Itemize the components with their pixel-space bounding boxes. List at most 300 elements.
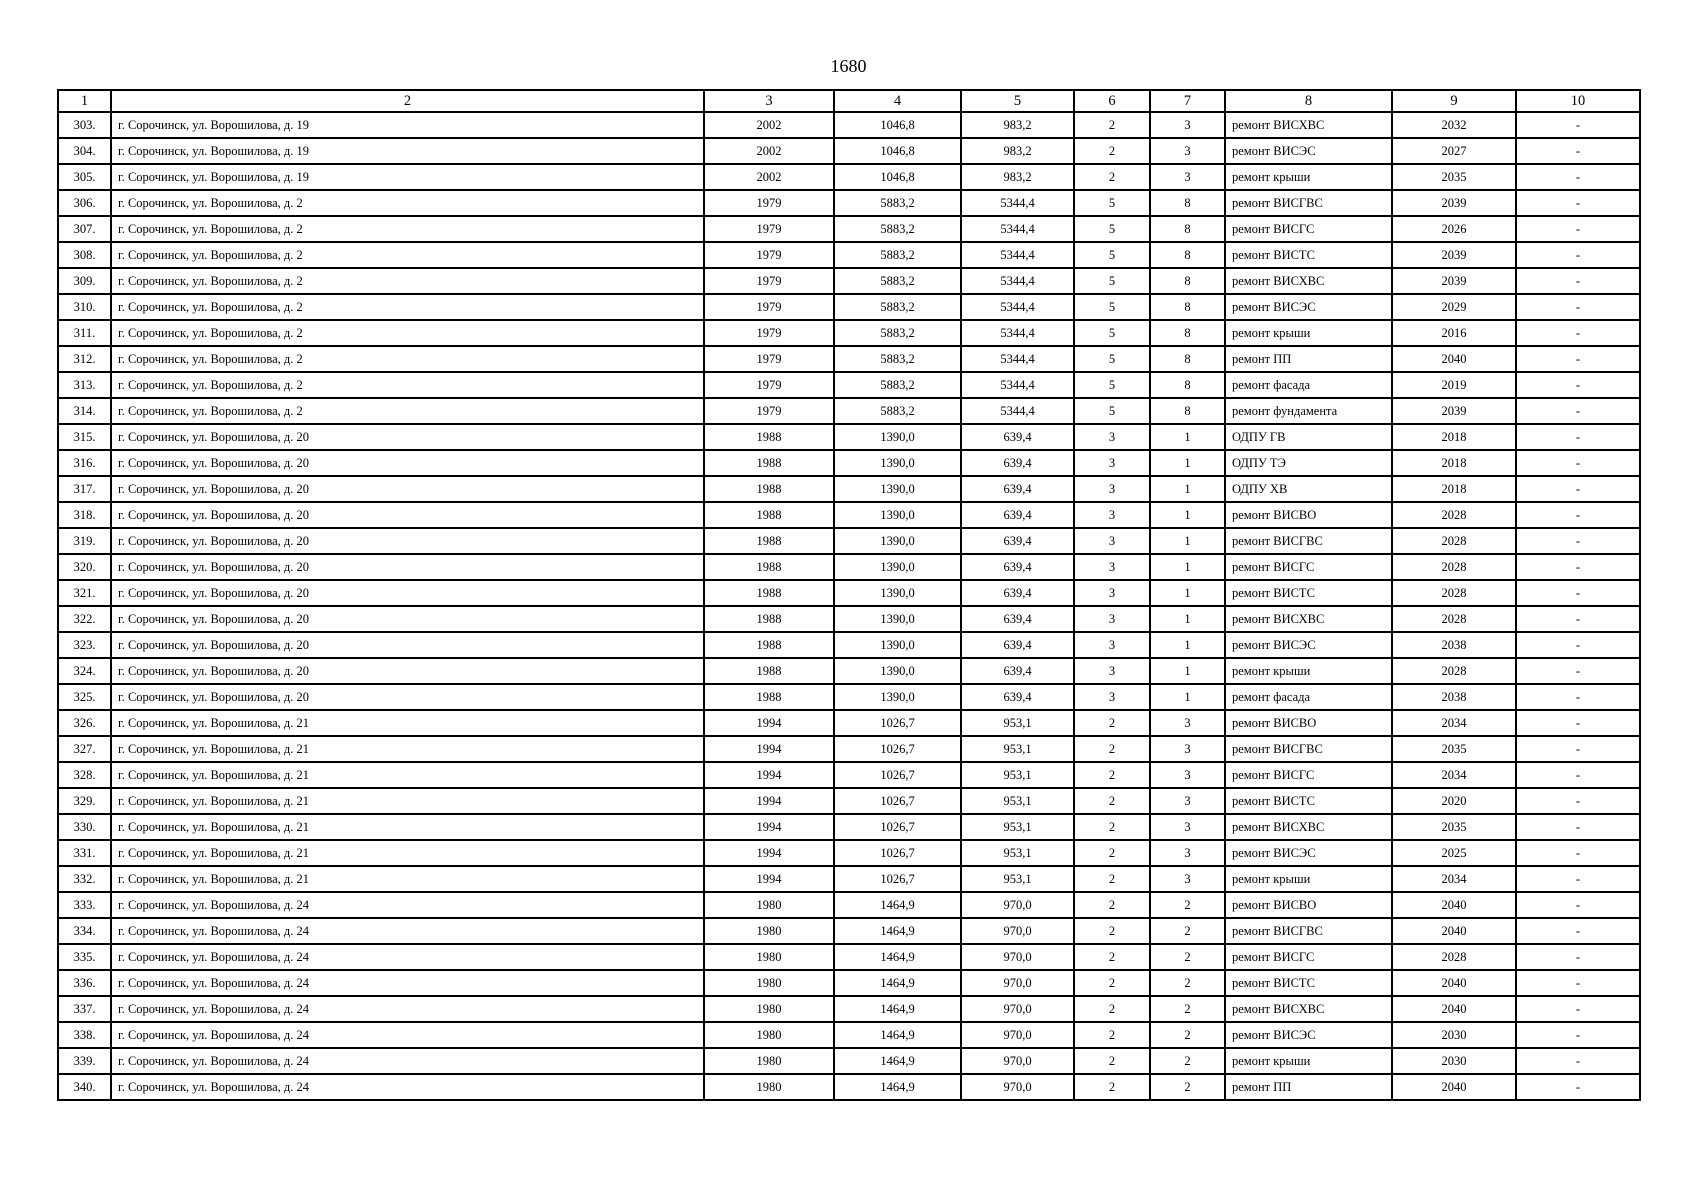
entrances-cell: 1 <box>1150 606 1225 632</box>
work-type-cell: ремонт ВИСГС <box>1225 944 1392 970</box>
column-number-header-row <box>58 90 1640 112</box>
planned-year-cell: 2032 <box>1392 112 1516 138</box>
planned-year-cell: 2028 <box>1392 528 1516 554</box>
row-number-cell: 338. <box>58 1022 111 1048</box>
total-area-cell: 1464,9 <box>834 996 961 1022</box>
build-year-cell: 1988 <box>704 632 834 658</box>
address-cell: г. Сорочинск, ул. Ворошилова, д. 20 <box>111 502 704 528</box>
floors-cell: 3 <box>1074 684 1150 710</box>
table-row <box>58 320 1640 346</box>
build-year-cell: 1980 <box>704 944 834 970</box>
table-row <box>58 996 1640 1022</box>
total-area-cell: 5883,2 <box>834 190 961 216</box>
address-cell: г. Сорочинск, ул. Ворошилова, д. 19 <box>111 138 704 164</box>
address-cell: г. Сорочинск, ул. Ворошилова, д. 19 <box>111 164 704 190</box>
table-row <box>58 398 1640 424</box>
planned-year-cell: 2028 <box>1392 944 1516 970</box>
work-type-cell: ремонт ВИСЭС <box>1225 632 1392 658</box>
build-year-cell: 1994 <box>704 736 834 762</box>
entrances-cell: 2 <box>1150 970 1225 996</box>
build-year-cell: 1980 <box>704 892 834 918</box>
entrances-cell: 1 <box>1150 502 1225 528</box>
note-cell: - <box>1516 1048 1640 1074</box>
planned-year-cell: 2026 <box>1392 216 1516 242</box>
planned-year-cell: 2040 <box>1392 918 1516 944</box>
total-area-cell: 5883,2 <box>834 242 961 268</box>
living-area-cell: 639,4 <box>961 632 1074 658</box>
note-cell: - <box>1516 372 1640 398</box>
living-area-cell: 953,1 <box>961 736 1074 762</box>
table-row <box>58 1074 1640 1100</box>
planned-year-cell: 2028 <box>1392 606 1516 632</box>
entrances-cell: 8 <box>1150 216 1225 242</box>
total-area-cell: 1390,0 <box>834 528 961 554</box>
build-year-cell: 1988 <box>704 502 834 528</box>
note-cell: - <box>1516 814 1640 840</box>
total-area-cell: 1390,0 <box>834 502 961 528</box>
floors-cell: 3 <box>1074 554 1150 580</box>
floors-cell: 2 <box>1074 866 1150 892</box>
table-row <box>58 580 1640 606</box>
address-cell: г. Сорочинск, ул. Ворошилова, д. 21 <box>111 710 704 736</box>
total-area-cell: 1390,0 <box>834 580 961 606</box>
table-row <box>58 372 1640 398</box>
living-area-cell: 639,4 <box>961 502 1074 528</box>
build-year-cell: 1980 <box>704 1048 834 1074</box>
floors-cell: 5 <box>1074 268 1150 294</box>
planned-year-cell: 2038 <box>1392 632 1516 658</box>
build-year-cell: 1988 <box>704 658 834 684</box>
living-area-cell: 970,0 <box>961 1074 1074 1100</box>
floors-cell: 2 <box>1074 970 1150 996</box>
total-area-cell: 1026,7 <box>834 814 961 840</box>
note-cell: - <box>1516 112 1640 138</box>
total-area-cell: 1026,7 <box>834 710 961 736</box>
table-row <box>58 736 1640 762</box>
row-number-cell: 322. <box>58 606 111 632</box>
table-row <box>58 840 1640 866</box>
total-area-cell: 5883,2 <box>834 294 961 320</box>
entrances-cell: 2 <box>1150 918 1225 944</box>
build-year-cell: 2002 <box>704 138 834 164</box>
planned-year-cell: 2040 <box>1392 996 1516 1022</box>
living-area-cell: 5344,4 <box>961 242 1074 268</box>
work-type-cell: ремонт ВИСВО <box>1225 502 1392 528</box>
work-type-cell: ОДПУ ГВ <box>1225 424 1392 450</box>
table-row <box>58 606 1640 632</box>
row-number-cell: 339. <box>58 1048 111 1074</box>
total-area-cell: 1464,9 <box>834 944 961 970</box>
row-number-cell: 326. <box>58 710 111 736</box>
entrances-cell: 2 <box>1150 944 1225 970</box>
living-area-cell: 639,4 <box>961 684 1074 710</box>
living-area-cell: 953,1 <box>961 762 1074 788</box>
total-area-cell: 1464,9 <box>834 918 961 944</box>
address-cell: г. Сорочинск, ул. Ворошилова, д. 2 <box>111 294 704 320</box>
row-number-cell: 336. <box>58 970 111 996</box>
entrances-cell: 1 <box>1150 424 1225 450</box>
build-year-cell: 1994 <box>704 762 834 788</box>
work-type-cell: ремонт ВИСТС <box>1225 242 1392 268</box>
floors-cell: 3 <box>1074 580 1150 606</box>
column-header: 9 <box>1392 90 1516 112</box>
work-type-cell: ремонт крыши <box>1225 164 1392 190</box>
floors-cell: 3 <box>1074 658 1150 684</box>
note-cell: - <box>1516 554 1640 580</box>
address-cell: г. Сорочинск, ул. Ворошилова, д. 21 <box>111 736 704 762</box>
table-row <box>58 138 1640 164</box>
total-area-cell: 5883,2 <box>834 320 961 346</box>
row-number-cell: 340. <box>58 1074 111 1100</box>
note-cell: - <box>1516 788 1640 814</box>
planned-year-cell: 2040 <box>1392 346 1516 372</box>
work-type-cell: ремонт ВИСЭС <box>1225 138 1392 164</box>
build-year-cell: 1979 <box>704 216 834 242</box>
build-year-cell: 1994 <box>704 814 834 840</box>
work-type-cell: ремонт ВИСЭС <box>1225 294 1392 320</box>
floors-cell: 5 <box>1074 398 1150 424</box>
entrances-cell: 3 <box>1150 736 1225 762</box>
address-cell: г. Сорочинск, ул. Ворошилова, д. 20 <box>111 450 704 476</box>
build-year-cell: 1979 <box>704 242 834 268</box>
entrances-cell: 8 <box>1150 294 1225 320</box>
work-type-cell: ремонт ВИСТС <box>1225 788 1392 814</box>
note-cell: - <box>1516 294 1640 320</box>
floors-cell: 2 <box>1074 788 1150 814</box>
work-type-cell: ремонт ВИСГС <box>1225 554 1392 580</box>
entrances-cell: 8 <box>1150 346 1225 372</box>
floors-cell: 3 <box>1074 606 1150 632</box>
row-number-cell: 325. <box>58 684 111 710</box>
table-row <box>58 1022 1640 1048</box>
build-year-cell: 1988 <box>704 424 834 450</box>
address-cell: г. Сорочинск, ул. Ворошилова, д. 24 <box>111 1074 704 1100</box>
work-type-cell: ремонт ВИСЭС <box>1225 1022 1392 1048</box>
row-number-cell: 320. <box>58 554 111 580</box>
total-area-cell: 5883,2 <box>834 268 961 294</box>
work-type-cell: ремонт ВИСХВС <box>1225 814 1392 840</box>
planned-year-cell: 2034 <box>1392 710 1516 736</box>
row-number-cell: 332. <box>58 866 111 892</box>
entrances-cell: 3 <box>1150 840 1225 866</box>
living-area-cell: 970,0 <box>961 1048 1074 1074</box>
total-area-cell: 5883,2 <box>834 346 961 372</box>
total-area-cell: 1026,7 <box>834 866 961 892</box>
table-row <box>58 242 1640 268</box>
note-cell: - <box>1516 866 1640 892</box>
table-row <box>58 424 1640 450</box>
entrances-cell: 2 <box>1150 1048 1225 1074</box>
work-type-cell: ремонт ВИСГВС <box>1225 190 1392 216</box>
living-area-cell: 983,2 <box>961 112 1074 138</box>
floors-cell: 5 <box>1074 190 1150 216</box>
build-year-cell: 1980 <box>704 1074 834 1100</box>
table-row <box>58 112 1640 138</box>
work-type-cell: ремонт крыши <box>1225 1048 1392 1074</box>
table-row <box>58 450 1640 476</box>
build-year-cell: 1994 <box>704 788 834 814</box>
entrances-cell: 2 <box>1150 892 1225 918</box>
work-type-cell: ремонт ВИСВО <box>1225 892 1392 918</box>
work-type-cell: ремонт ВИСХВС <box>1225 112 1392 138</box>
living-area-cell: 970,0 <box>961 970 1074 996</box>
register-table <box>57 89 1641 1101</box>
address-cell: г. Сорочинск, ул. Ворошилова, д. 24 <box>111 1022 704 1048</box>
address-cell: г. Сорочинск, ул. Ворошилова, д. 20 <box>111 606 704 632</box>
build-year-cell: 1994 <box>704 710 834 736</box>
note-cell: - <box>1516 216 1640 242</box>
table-row <box>58 346 1640 372</box>
table-row <box>58 944 1640 970</box>
table-row <box>58 528 1640 554</box>
floors-cell: 2 <box>1074 944 1150 970</box>
living-area-cell: 970,0 <box>961 1022 1074 1048</box>
build-year-cell: 1988 <box>704 580 834 606</box>
work-type-cell: ремонт крыши <box>1225 320 1392 346</box>
living-area-cell: 639,4 <box>961 476 1074 502</box>
row-number-cell: 314. <box>58 398 111 424</box>
floors-cell: 5 <box>1074 372 1150 398</box>
note-cell: - <box>1516 762 1640 788</box>
address-cell: г. Сорочинск, ул. Ворошилова, д. 2 <box>111 346 704 372</box>
row-number-cell: 311. <box>58 320 111 346</box>
total-area-cell: 1464,9 <box>834 892 961 918</box>
address-cell: г. Сорочинск, ул. Ворошилова, д. 19 <box>111 112 704 138</box>
note-cell: - <box>1516 840 1640 866</box>
planned-year-cell: 2019 <box>1392 372 1516 398</box>
address-cell: г. Сорочинск, ул. Ворошилова, д. 2 <box>111 372 704 398</box>
floors-cell: 2 <box>1074 762 1150 788</box>
table-row <box>58 554 1640 580</box>
build-year-cell: 1994 <box>704 866 834 892</box>
work-type-cell: ремонт фасада <box>1225 684 1392 710</box>
living-area-cell: 5344,4 <box>961 190 1074 216</box>
planned-year-cell: 2039 <box>1392 398 1516 424</box>
table-row <box>58 866 1640 892</box>
living-area-cell: 970,0 <box>961 944 1074 970</box>
row-number-cell: 306. <box>58 190 111 216</box>
total-area-cell: 1390,0 <box>834 554 961 580</box>
planned-year-cell: 2018 <box>1392 424 1516 450</box>
build-year-cell: 1988 <box>704 684 834 710</box>
address-cell: г. Сорочинск, ул. Ворошилова, д. 2 <box>111 190 704 216</box>
note-cell: - <box>1516 710 1640 736</box>
address-cell: г. Сорочинск, ул. Ворошилова, д. 2 <box>111 268 704 294</box>
planned-year-cell: 2028 <box>1392 658 1516 684</box>
work-type-cell: ремонт ВИСГС <box>1225 762 1392 788</box>
entrances-cell: 1 <box>1150 554 1225 580</box>
column-header: 6 <box>1074 90 1150 112</box>
note-cell: - <box>1516 164 1640 190</box>
living-area-cell: 970,0 <box>961 918 1074 944</box>
table-body <box>58 112 1640 1100</box>
total-area-cell: 1046,8 <box>834 164 961 190</box>
entrances-cell: 2 <box>1150 1074 1225 1100</box>
entrances-cell: 1 <box>1150 476 1225 502</box>
planned-year-cell: 2034 <box>1392 866 1516 892</box>
entrances-cell: 1 <box>1150 450 1225 476</box>
entrances-cell: 8 <box>1150 268 1225 294</box>
total-area-cell: 1390,0 <box>834 632 961 658</box>
planned-year-cell: 2039 <box>1392 268 1516 294</box>
planned-year-cell: 2039 <box>1392 190 1516 216</box>
work-type-cell: ремонт ВИСТС <box>1225 580 1392 606</box>
work-type-cell: ремонт ВИСГВС <box>1225 528 1392 554</box>
work-type-cell: ремонт ПП <box>1225 346 1392 372</box>
address-cell: г. Сорочинск, ул. Ворошилова, д. 21 <box>111 866 704 892</box>
entrances-cell: 1 <box>1150 684 1225 710</box>
living-area-cell: 5344,4 <box>961 346 1074 372</box>
planned-year-cell: 2028 <box>1392 580 1516 606</box>
planned-year-cell: 2025 <box>1392 840 1516 866</box>
address-cell: г. Сорочинск, ул. Ворошилова, д. 20 <box>111 476 704 502</box>
row-number-cell: 308. <box>58 242 111 268</box>
address-cell: г. Сорочинск, ул. Ворошилова, д. 20 <box>111 554 704 580</box>
work-type-cell: ремонт ВИСХВС <box>1225 268 1392 294</box>
note-cell: - <box>1516 606 1640 632</box>
build-year-cell: 1980 <box>704 970 834 996</box>
address-cell: г. Сорочинск, ул. Ворошилова, д. 24 <box>111 892 704 918</box>
entrances-cell: 1 <box>1150 580 1225 606</box>
table-row <box>58 684 1640 710</box>
note-cell: - <box>1516 684 1640 710</box>
living-area-cell: 639,4 <box>961 450 1074 476</box>
living-area-cell: 953,1 <box>961 866 1074 892</box>
work-type-cell: ремонт ПП <box>1225 1074 1392 1100</box>
living-area-cell: 5344,4 <box>961 372 1074 398</box>
row-number-cell: 331. <box>58 840 111 866</box>
address-cell: г. Сорочинск, ул. Ворошилова, д. 20 <box>111 424 704 450</box>
floors-cell: 2 <box>1074 840 1150 866</box>
note-cell: - <box>1516 424 1640 450</box>
row-number-cell: 329. <box>58 788 111 814</box>
row-number-cell: 328. <box>58 762 111 788</box>
floors-cell: 2 <box>1074 710 1150 736</box>
address-cell: г. Сорочинск, ул. Ворошилова, д. 2 <box>111 216 704 242</box>
work-type-cell: ремонт фундамента <box>1225 398 1392 424</box>
row-number-cell: 319. <box>58 528 111 554</box>
note-cell: - <box>1516 1022 1640 1048</box>
address-cell: г. Сорочинск, ул. Ворошилова, д. 21 <box>111 762 704 788</box>
living-area-cell: 639,4 <box>961 580 1074 606</box>
planned-year-cell: 2020 <box>1392 788 1516 814</box>
living-area-cell: 953,1 <box>961 814 1074 840</box>
build-year-cell: 2002 <box>704 164 834 190</box>
note-cell: - <box>1516 658 1640 684</box>
planned-year-cell: 2035 <box>1392 736 1516 762</box>
planned-year-cell: 2039 <box>1392 242 1516 268</box>
living-area-cell: 639,4 <box>961 658 1074 684</box>
entrances-cell: 8 <box>1150 320 1225 346</box>
table-row <box>58 892 1640 918</box>
living-area-cell: 5344,4 <box>961 268 1074 294</box>
build-year-cell: 2002 <box>704 112 834 138</box>
floors-cell: 2 <box>1074 138 1150 164</box>
table-row <box>58 502 1640 528</box>
living-area-cell: 5344,4 <box>961 320 1074 346</box>
work-type-cell: ремонт фасада <box>1225 372 1392 398</box>
living-area-cell: 970,0 <box>961 996 1074 1022</box>
row-number-cell: 312. <box>58 346 111 372</box>
table-row <box>58 658 1640 684</box>
note-cell: - <box>1516 190 1640 216</box>
total-area-cell: 5883,2 <box>834 372 961 398</box>
row-number-cell: 323. <box>58 632 111 658</box>
planned-year-cell: 2030 <box>1392 1022 1516 1048</box>
work-type-cell: ремонт крыши <box>1225 866 1392 892</box>
planned-year-cell: 2035 <box>1392 164 1516 190</box>
total-area-cell: 1046,8 <box>834 112 961 138</box>
address-cell: г. Сорочинск, ул. Ворошилова, д. 20 <box>111 658 704 684</box>
entrances-cell: 3 <box>1150 788 1225 814</box>
entrances-cell: 8 <box>1150 242 1225 268</box>
row-number-cell: 315. <box>58 424 111 450</box>
address-cell: г. Сорочинск, ул. Ворошилова, д. 21 <box>111 814 704 840</box>
build-year-cell: 1980 <box>704 996 834 1022</box>
table-row <box>58 788 1640 814</box>
build-year-cell: 1988 <box>704 476 834 502</box>
total-area-cell: 1026,7 <box>834 840 961 866</box>
planned-year-cell: 2028 <box>1392 554 1516 580</box>
note-cell: - <box>1516 242 1640 268</box>
floors-cell: 2 <box>1074 1048 1150 1074</box>
row-number-cell: 318. <box>58 502 111 528</box>
living-area-cell: 953,1 <box>961 710 1074 736</box>
address-cell: г. Сорочинск, ул. Ворошилова, д. 21 <box>111 840 704 866</box>
row-number-cell: 304. <box>58 138 111 164</box>
address-cell: г. Сорочинск, ул. Ворошилова, д. 2 <box>111 320 704 346</box>
build-year-cell: 1980 <box>704 918 834 944</box>
note-cell: - <box>1516 632 1640 658</box>
entrances-cell: 1 <box>1150 658 1225 684</box>
total-area-cell: 1464,9 <box>834 970 961 996</box>
note-cell: - <box>1516 944 1640 970</box>
entrances-cell: 3 <box>1150 164 1225 190</box>
living-area-cell: 639,4 <box>961 554 1074 580</box>
floors-cell: 5 <box>1074 346 1150 372</box>
entrances-cell: 3 <box>1150 138 1225 164</box>
table-row <box>58 762 1640 788</box>
total-area-cell: 1390,0 <box>834 450 961 476</box>
floors-cell: 3 <box>1074 502 1150 528</box>
entrances-cell: 3 <box>1150 762 1225 788</box>
floors-cell: 5 <box>1074 294 1150 320</box>
planned-year-cell: 2018 <box>1392 450 1516 476</box>
address-cell: г. Сорочинск, ул. Ворошилова, д. 2 <box>111 242 704 268</box>
address-cell: г. Сорочинск, ул. Ворошилова, д. 2 <box>111 398 704 424</box>
row-number-cell: 317. <box>58 476 111 502</box>
living-area-cell: 983,2 <box>961 164 1074 190</box>
note-cell: - <box>1516 580 1640 606</box>
table-row <box>58 216 1640 242</box>
table-row <box>58 632 1640 658</box>
note-cell: - <box>1516 918 1640 944</box>
table-row <box>58 1048 1640 1074</box>
total-area-cell: 1390,0 <box>834 606 961 632</box>
floors-cell: 3 <box>1074 632 1150 658</box>
address-cell: г. Сорочинск, ул. Ворошилова, д. 20 <box>111 580 704 606</box>
row-number-cell: 313. <box>58 372 111 398</box>
row-number-cell: 307. <box>58 216 111 242</box>
column-header: 2 <box>111 90 704 112</box>
row-number-cell: 316. <box>58 450 111 476</box>
living-area-cell: 639,4 <box>961 528 1074 554</box>
build-year-cell: 1979 <box>704 294 834 320</box>
entrances-cell: 1 <box>1150 528 1225 554</box>
note-cell: - <box>1516 346 1640 372</box>
row-number-cell: 324. <box>58 658 111 684</box>
address-cell: г. Сорочинск, ул. Ворошилова, д. 20 <box>111 684 704 710</box>
